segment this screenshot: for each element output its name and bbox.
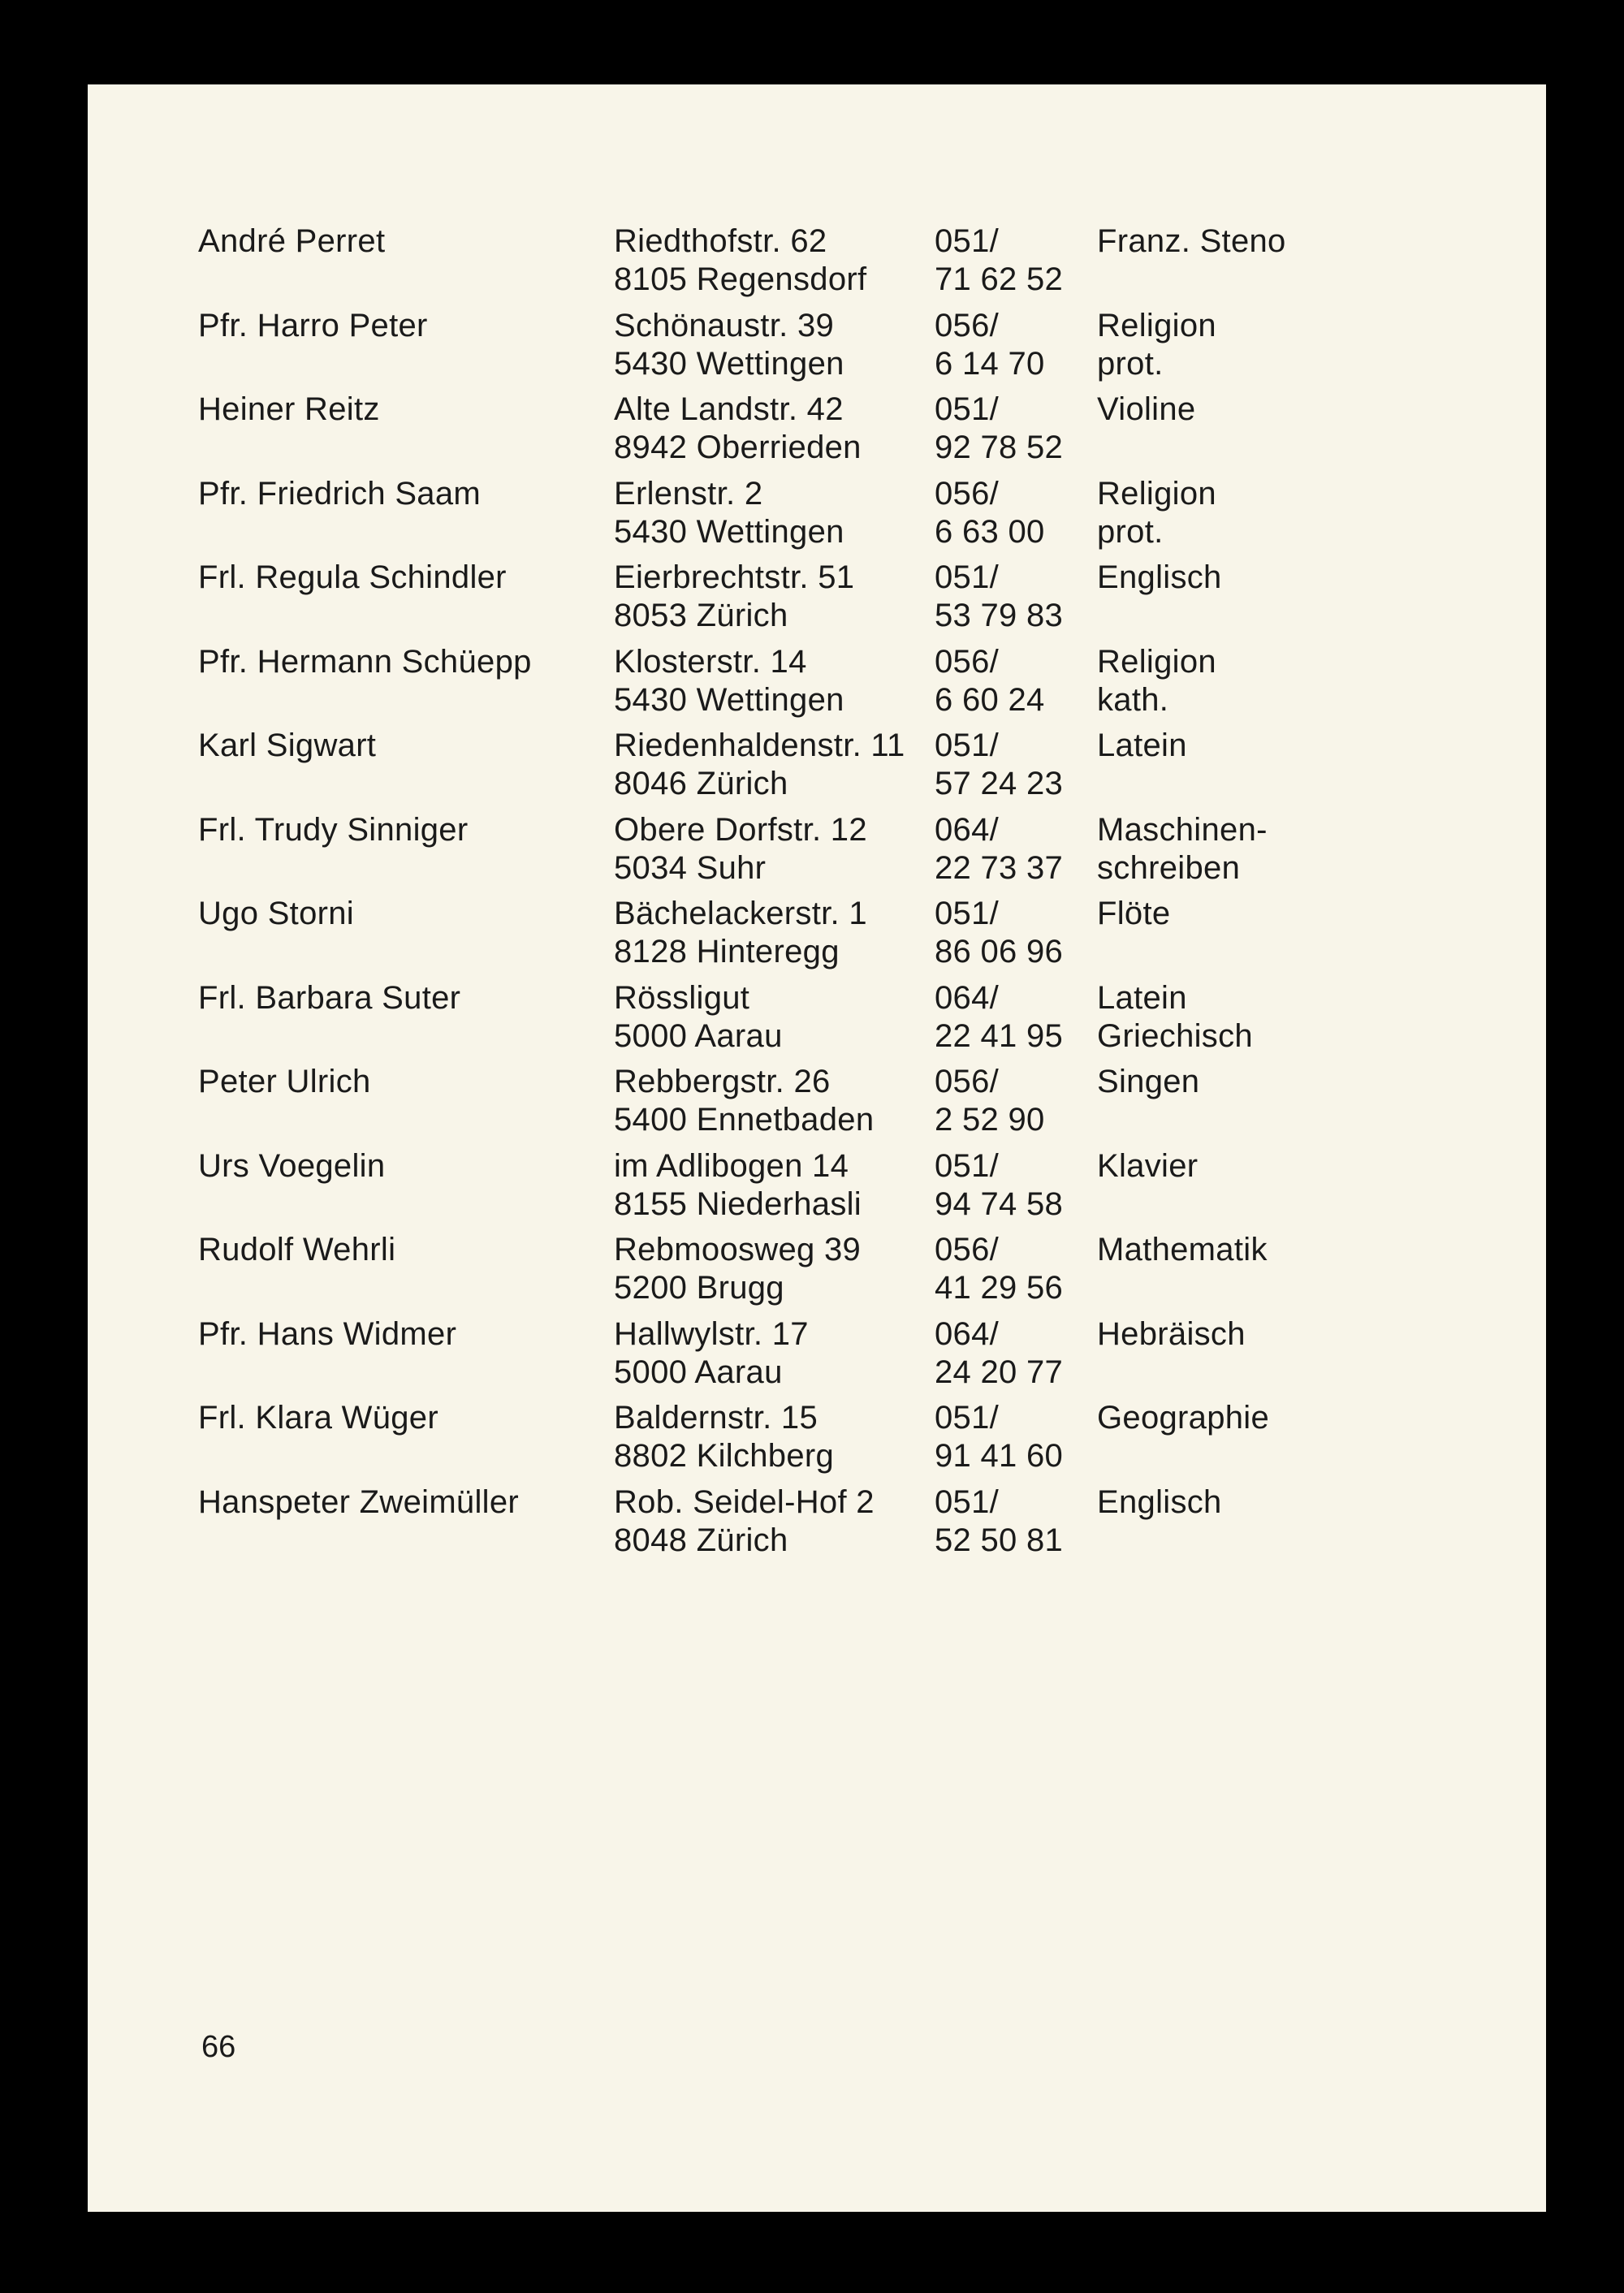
entry-subject: Latein [1097,979,1187,1016]
entry-area-code: 064/ [935,979,1000,1016]
list-item [88,475,1546,559]
entry-phone: 22 73 37 [935,849,1064,886]
entry-street: im Adlibogen 14 [614,1147,849,1184]
entry-street: Rebbergstr. 26 [614,1064,831,1099]
list-item [88,559,1546,643]
entry-city: 5034 Suhr [614,849,767,886]
entry-name: Ugo Storni [198,896,354,931]
entry-area-code: 051/ [935,1483,1000,1520]
list-item [88,727,1546,811]
list-item [88,1063,1546,1147]
entry-name: Pfr. Friedrich Saam [198,475,482,512]
entry-area-code: 056/ [935,475,1000,512]
entry-subject-detail: schreiben [1097,849,1241,886]
list-item [88,1399,1546,1483]
entry-phone: 94 74 58 [935,1185,1064,1222]
entry-city: 8128 Hinteregg [614,934,840,969]
page-number: 66 [201,2030,236,2064]
entry-subject: Hebräisch [1097,1315,1246,1352]
entry-subject: Violine [1097,391,1196,427]
entry-phone: 86 06 96 [935,934,1064,969]
entry-phone: 91 41 60 [935,1438,1064,1474]
entry-subject: Latein [1097,728,1187,763]
list-item [88,643,1546,728]
list-item [88,307,1546,391]
entry-city: 8053 Zürich [614,598,788,633]
entry-city: 5430 Wettingen [614,681,844,718]
entry-subject: Englisch [1097,559,1222,595]
entry-area-code: 056/ [935,307,1000,343]
entry-name: André Perret [198,223,386,259]
entry-area-code: 064/ [935,1315,1000,1352]
entry-area-code: 056/ [935,1064,1000,1099]
entry-phone: 41 29 56 [935,1270,1064,1306]
entry-area-code: 051/ [935,1147,1000,1184]
entry-street: Bächelackerstr. 1 [614,896,867,931]
entry-city: 8046 Zürich [614,766,788,801]
entry-city: 5000 Aarau [614,1017,783,1054]
entry-name: Pfr. Hermann Schüepp [198,643,532,680]
entry-street: Obere Dorfstr. 12 [614,811,867,848]
entry-subject: Flöte [1097,896,1171,931]
entry-street: Hallwylstr. 17 [614,1315,809,1352]
entry-name: Frl. Barbara Suter [198,979,461,1016]
entry-name: Frl. Regula Schindler [198,559,507,595]
entry-name: Hanspeter Zweimüller [198,1483,520,1520]
entry-phone: 92 78 52 [935,430,1064,465]
entry-phone: 2 52 90 [935,1102,1045,1138]
entry-subject-detail: Griechisch [1097,1017,1253,1054]
entry-area-code: 051/ [935,391,1000,427]
entry-phone: 52 50 81 [935,1522,1064,1558]
entry-street: Klosterstr. 14 [614,643,807,680]
entry-name: Rudolf Wehrli [198,1232,396,1267]
entry-name: Karl Sigwart [198,728,377,763]
entry-subject-detail: kath. [1097,681,1169,718]
entry-subject: Religion [1097,307,1216,343]
entry-street: Alte Landstr. 42 [614,391,844,427]
entry-street: Rob. Seidel-Hof 2 [614,1483,875,1520]
entry-street: Rössligut [614,979,750,1016]
entry-name: Frl. Klara Wüger [198,1400,438,1436]
list-item [88,222,1546,307]
entry-area-code: 056/ [935,1232,1000,1267]
entry-street: Erlenstr. 2 [614,475,763,512]
entry-subject-detail: prot. [1097,345,1164,382]
entry-street: Schönaustr. 39 [614,307,835,343]
entry-area-code: 051/ [935,896,1000,931]
entry-name: Pfr. Hans Widmer [198,1315,457,1352]
entry-phone: 57 24 23 [935,766,1064,801]
entry-phone: 22 41 95 [935,1017,1064,1054]
entry-city: 8105 Regensdorf [614,261,867,297]
entry-area-code: 051/ [935,728,1000,763]
entry-city: 8048 Zürich [614,1522,788,1558]
entry-city: 5000 Aarau [614,1354,783,1390]
list-item [88,895,1546,979]
entry-subject: Franz. Steno [1097,223,1286,259]
entry-subject: Religion [1097,643,1216,680]
entry-phone: 24 20 77 [935,1354,1064,1390]
entry-name: Heiner Reitz [198,391,380,427]
entry-street: Rebmoosweg 39 [614,1232,862,1267]
entry-name: Urs Voegelin [198,1147,386,1184]
entry-subject: Maschinen- [1097,811,1268,848]
list-item [88,1147,1546,1232]
entry-name: Frl. Trudy Sinniger [198,811,469,848]
list-item [88,1231,1546,1315]
entry-city: 8802 Kilchberg [614,1438,835,1474]
entry-area-code: 051/ [935,1400,1000,1436]
entry-subject: Religion [1097,475,1216,512]
entry-city: 5430 Wettingen [614,513,844,550]
entry-city: 5430 Wettingen [614,345,844,382]
document-page [88,84,1546,2212]
list-item [88,811,1546,896]
entry-phone: 6 60 24 [935,681,1045,718]
entry-street: Eierbrechtstr. 51 [614,559,855,595]
entry-phone: 53 79 83 [935,598,1064,633]
entry-city: 8155 Niederhasli [614,1185,862,1222]
list-item [88,979,1546,1064]
entry-area-code: 056/ [935,643,1000,680]
entry-subject: Mathematik [1097,1232,1268,1267]
entry-subject: Singen [1097,1064,1200,1099]
entry-city: 5400 Ennetbaden [614,1102,875,1138]
entry-name: Pfr. Harro Peter [198,307,428,343]
list-item [88,1315,1546,1400]
entry-phone: 6 63 00 [935,513,1045,550]
directory-list [88,222,1546,1567]
entry-phone: 71 62 52 [935,261,1064,297]
list-item [88,391,1546,475]
entry-subject-detail: prot. [1097,513,1164,550]
entry-phone: 6 14 70 [935,345,1045,382]
entry-city: 8942 Oberrieden [614,430,862,465]
entry-street: Riedenhaldenstr. 11 [614,728,905,763]
entry-name: Peter Ulrich [198,1064,371,1099]
entry-street: Baldernstr. 15 [614,1400,818,1436]
entry-area-code: 051/ [935,223,1000,259]
entry-area-code: 051/ [935,559,1000,595]
entry-subject: Klavier [1097,1147,1199,1184]
entry-subject: Englisch [1097,1483,1222,1520]
entry-street: Riedthofstr. 62 [614,223,827,259]
entry-area-code: 064/ [935,811,1000,848]
list-item [88,1483,1546,1568]
entry-subject: Geographie [1097,1400,1270,1436]
entry-city: 5200 Brugg [614,1270,784,1306]
